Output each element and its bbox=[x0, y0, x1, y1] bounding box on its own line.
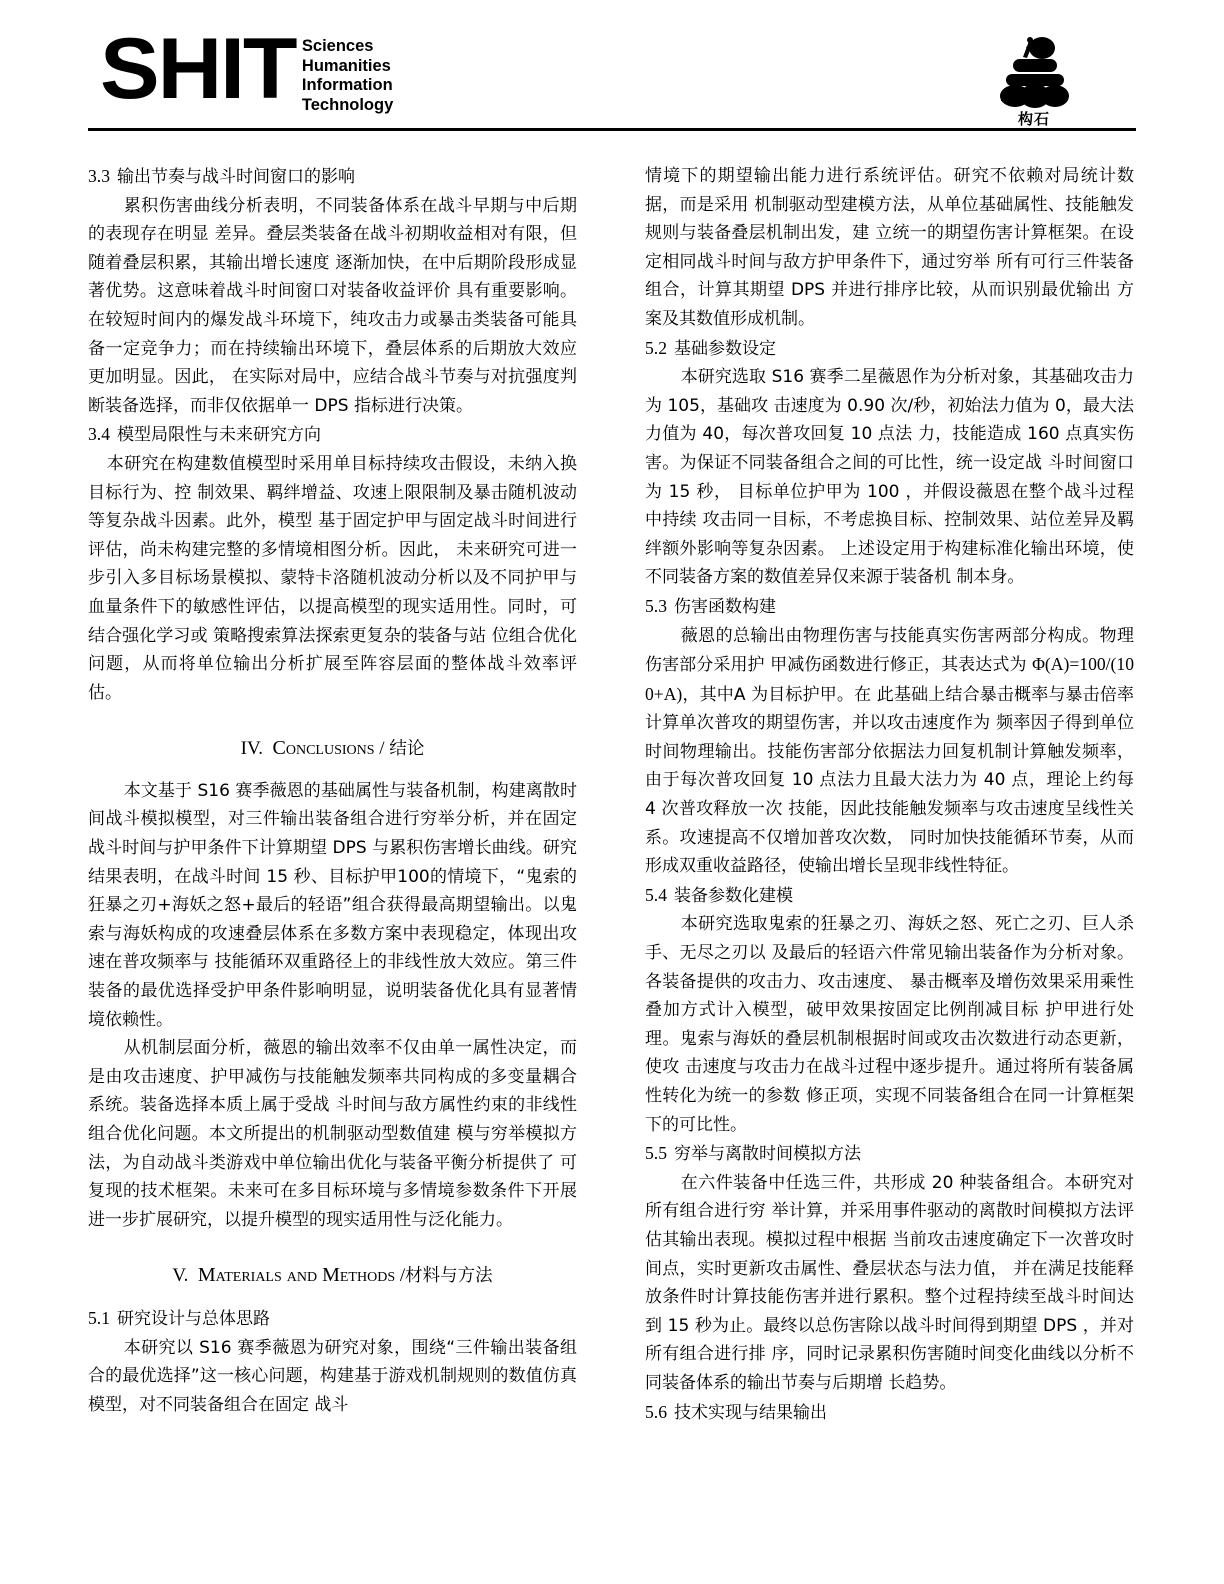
journal-acronym-expansion bbox=[302, 37, 393, 115]
expansion-line-sciences: Sciences bbox=[301, 37, 374, 55]
spacer-after-conclusions-heading bbox=[88, 764, 577, 777]
paragraph-5-2-body: 本研究选取 S16 赛季二星薇恩作为分析对象，其基础攻击力为 105，基础攻 击速度为 0.90 次/秒，初始法力值为 0，最大法力值为 40，每次普攻回复 10 点法 力，技能造成 160 点真实伤害。为保证不同装备组合之间的可比性，统一设定战 斗时间窗口为 15 秒， 目标单位护甲为 100 ，并假设薇恩在整个战斗过程中持续 攻击同一目标，不考虑换目标、控制效果、站位差异及羁绊额外影响等复杂因素。 上述设定用于构建标准化输出环境，使不同装备方案的数值差异仅来源于装备机 制本身。 bbox=[645, 367, 1134, 588]
journal-brand bbox=[100, 21, 394, 117]
paragraph-5-3-part-2: ，其中A 为目标护甲。在 此基础上结合暴击概率与暴击倍率计算单次普攻的期望伤害，并以攻击速度作为 频率因子得到单位时间物理输出。技能伤害部分依据法力回复机制计算触发频率， 由于每次普攻回复 10 点法力且最大法力为 40 点，理论上约每 4 次普攻释放一次 技能，因此技能触发频率与攻击速度呈线性关系。攻速提高不仅增加普攻次数， 同时加快技能循环节奏，从而形成双重收益路径，使输出增长呈现非线性特征。 bbox=[645, 684, 1134, 877]
heading-numeral: IV. bbox=[240, 738, 264, 760]
paragraph-5-5-body: 在六件装备中任选三件，共形成 20 种装备组合。本研究对所有组合进行穷 举计算，并采用事件驱动的离散时间模拟方法评估其输出表现。模拟过程中根据 当前攻击速度确定下一次普攻时间点，实时更新攻击属性、叠层状态与法力值， 并在满足技能释放条件时计算技能伤害并进行累积。整个过程持续至战斗时间达 到 15 秒为止。最终以总伤害除以战斗时间得到期望 DPS ，并对所有组合进行排 序，同时记录累积伤害随时间变化曲线以分析不同装备体系的输出节奏与后期增 长趋势。 bbox=[645, 1172, 1134, 1393]
heading-chinese-title: 结论 bbox=[389, 739, 425, 760]
journal-acronym: SHIT bbox=[100, 21, 296, 117]
heading-latin-title: Materials and Methods bbox=[197, 1264, 396, 1287]
armor-reduction-formula: Φ(A)=100/(100+A) bbox=[645, 654, 1134, 704]
paragraph-3-3-body: 累积伤害曲线分析表明，不同装备体系在战斗早期与中后期的表现存在明显 差异。叠层类装备在战斗初期收益相对有限，但随着叠层积累，其输出增长速度 逐渐加快，在中后期阶段形成显著优势。这意味着战斗时间窗口对装备收益评价 具有重要影响。在较短时间内的爆发战斗环境下，纯攻击力或暴击类装备可能具 备一定竞争力；而在持续输出环境下，叠层体系的后期放大效应更加明显。因此， 在实际对局中，应结合战斗节奏与对抗强度判断装备选择，而非仅依据单一 DPS 指标进行决策。 bbox=[88, 195, 577, 416]
section-heading-5-4 bbox=[645, 881, 1134, 911]
section-heading-3-4 bbox=[88, 420, 577, 450]
column-right bbox=[645, 162, 1134, 1427]
section-title: 研究设计与总体思路 bbox=[117, 1308, 270, 1329]
paragraph-3-4-body: 本研究在构建数值模型时采用单目标持续攻击假设，未纳入换目标行为、控 制效果、羁绊增益、攻速上限限制及暴击随机波动等复杂战斗因素。此外，模型 基于固定护甲与固定战斗时间进行评估，尚未构建完整的多情境相图分析。因此， 未来研究可进一步引入多目标场景模拟、蒙特卡洛随机波动分析以及不同护甲与 血量条件下的敏感性评估，以提高模型的现实适用性。同时，可结合强化学习或 策略搜索算法探索更复杂的装备与站 位组合优化问题，从而将单位输出分析扩展至阵容层面的整体战斗效率评估。 bbox=[88, 453, 577, 703]
column-left bbox=[88, 162, 577, 1419]
section-heading-5-2 bbox=[645, 334, 1134, 364]
heading-conclusions bbox=[88, 734, 577, 764]
expansion-line-information: Information bbox=[301, 76, 393, 94]
heading-chinese-title: 材料与方法 bbox=[405, 1266, 493, 1287]
section-heading-5-5 bbox=[645, 1139, 1134, 1169]
section-number: 5.3 bbox=[645, 595, 667, 616]
expansion-line-humanities: Humanities bbox=[301, 56, 391, 75]
stacked-stones-cairn-icon bbox=[988, 34, 1080, 110]
section-title: 输出节奏与战斗时间窗口的影响 bbox=[117, 167, 355, 187]
paragraph-5-3-part-1: 薇恩的总输出由物理伤害与技能真实伤害两部分构成。物理伤害部分采用护 甲减伤函数进行修正，其表达式为 bbox=[645, 625, 1134, 676]
paragraph-5-1-body: 本研究以 S16 赛季薇恩为研究对象，围绕“三件输出装备组合的最优选择”这一核心问题，构建基于游戏机制规则的数值仿真模型，对不同装备组合在固定 战斗 bbox=[88, 1337, 577, 1415]
heading-materials-and-methods bbox=[88, 1261, 577, 1291]
section-heading-5-1 bbox=[88, 1304, 577, 1334]
section-number: 5.6 bbox=[645, 1401, 667, 1422]
section-number: 5.2 bbox=[645, 337, 667, 358]
section-title: 伤害函数构建 bbox=[674, 596, 776, 617]
header-divider-rule bbox=[88, 128, 1136, 131]
heading-separator: / bbox=[374, 738, 390, 760]
spacer-before-conclusions bbox=[88, 707, 577, 734]
publisher-name: 构石 bbox=[1017, 110, 1050, 128]
publisher-logo bbox=[988, 34, 1080, 134]
section-heading-3-3 bbox=[88, 162, 577, 192]
paragraph-5-3-body bbox=[645, 622, 1134, 881]
spacer-after-materials-heading bbox=[88, 1291, 577, 1304]
section-title: 基础参数设定 bbox=[674, 338, 776, 359]
paragraph-5-1-continuation: 情境下的期望输出能力进行系统评估。研究不依赖对局统计数据，而是采用 机制驱动型建模方法，从单位基础属性、技能触发规则与装备叠层机制出发，建 立统一的期望伤害计算框架。在设定相同战斗时间与敌方护甲条件下，通过穷举 所有可行三件装备组合，计算其期望 DPS 并进行排序比较，从而识别最优输出 方案及其数值形成机制。 bbox=[645, 166, 1134, 329]
heading-numeral: V. bbox=[172, 1265, 189, 1287]
spacer-before-materials bbox=[88, 1234, 577, 1261]
expansion-line-technology: Technology bbox=[301, 95, 394, 114]
section-title: 模型局限性与未来研究方向 bbox=[117, 425, 321, 446]
paragraph-conclusions-1: 本文基于 S16 赛季薇恩的基础属性与装备机制，构建离散时间战斗模拟模型，对三件输出装备组合进行穷举分析，并在固定战斗时间与护甲条件下计算期望 DPS 与累积伤害增长曲线。研究结果表明，在战斗时间 15 秒、目标护甲100的情境下，“鬼索的狂暴之刃+海妖之怒+最后的轻语”组合获得最高期望输出。以鬼索与海妖构成的攻速叠层体系在多数方案中表现稳定，体现出攻速在普攻频率与 技能循环双重路径上的非线性放大效应。第三件装备的最优选择受护甲条件影响明显，说明装备优化具有显著情境依赖性。 bbox=[88, 780, 577, 1030]
page-masthead bbox=[88, 21, 1136, 128]
section-title: 穷举与离散时间模拟方法 bbox=[674, 1144, 861, 1165]
heading-separator: / bbox=[395, 1265, 406, 1287]
section-title: 技术实现与结果输出 bbox=[674, 1402, 827, 1423]
section-heading-5-3 bbox=[645, 592, 1134, 622]
paragraph-5-4-body: 本研究选取鬼索的狂暴之刃、海妖之怒、死亡之刃、巨人杀手、无尽之刃以 及最后的轻语六件常见输出装备作为分析对象。各装备提供的攻击力、攻击速度、 暴击概率及增伤效果采用乘性叠加方式计入模型，破甲效果按固定比例削减目标 护甲进行处理。鬼索与海妖的叠层机制根据时间或攻击次数进行动态更新，使攻 击速度与攻击力在战斗过程中逐步提升。通过将所有装备属性转化为统一的参数 修正项，实现不同装备组合在同一计算框架下的可比性。 bbox=[645, 914, 1134, 1135]
section-number: 3.3 bbox=[88, 166, 110, 186]
section-heading-5-6 bbox=[645, 1398, 1134, 1428]
heading-latin-title: Conclusions bbox=[272, 737, 375, 760]
section-number: 5.1 bbox=[88, 1307, 110, 1328]
paragraph-conclusions-2: 从机制层面分析，薇恩的输出效率不仅由单一属性决定，而是由攻击速度、护甲减伤与技能触发频率共同构成的多变量耦合系统。装备选择本质上属于受战 斗时间与敌方属性约束的非线性组合优化问题。本文所提出的机制驱动型数值建 模与穷举模拟方法，为自动战斗类游戏中单位输出优化与装备平衡分析提供了 可复现的技术框架。未来可在多目标环境与多情境参数条件下开展进一步扩展研究，以提升模型的现实适用性与泛化能力。 bbox=[88, 1038, 577, 1230]
section-number: 5.5 bbox=[645, 1143, 667, 1164]
section-title: 装备参数化建模 bbox=[674, 885, 793, 906]
section-number: 3.4 bbox=[88, 424, 110, 445]
section-number: 5.4 bbox=[645, 884, 667, 905]
